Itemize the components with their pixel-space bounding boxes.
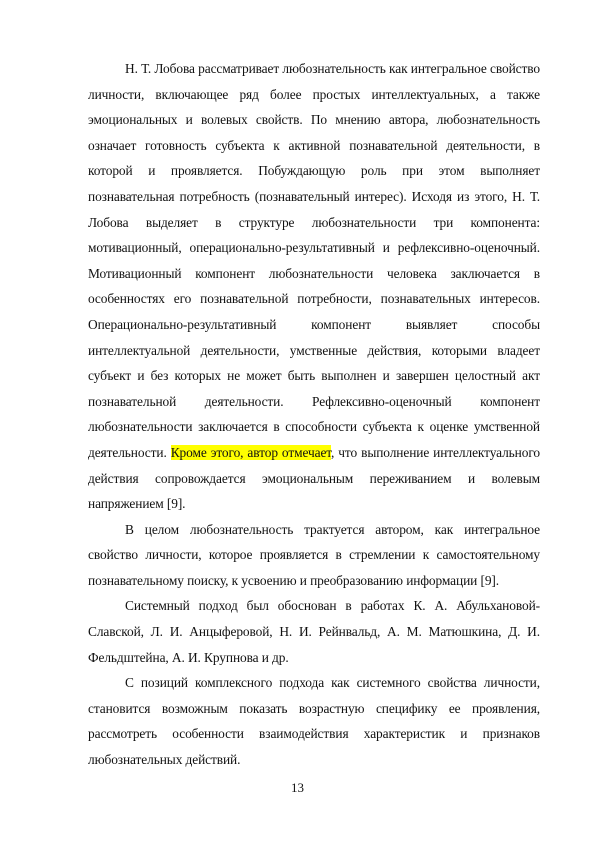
paragraph-1-text-before: Н. Т. Лобова рассматривает любознательность как интегральное свойство личности, включающее ряд более простых интеллектуальных, а также эмоциональных и волевых свойств. По мнению автора, любознательность означает готовность субъекта к активной познавательной деятельности, в которой и проявляется. Побуждающую роль при этом выполняет познавательная потребность (познавательный интерес). Исходя из этого, Н. Т. Лобова выделяет в структуре любознательности три компонента: мотивационный, операционально-результативный и рефлексивно-оценочный. Мотивационный компонент любознательности человека заключается в особенностях его познавательной потребности, познавательных интересов. Операционально-результативный компонент выявляет способы интеллектуальной деятельности, умственные действия, которыми владеет субъект и без которых не может быть выполнен и завершен целостный акт познавательной деятельности. Рефлексивно-оценочный компонент любознательности заключается в способности субъекта к оценке умственной деятельности. bbox=[88, 61, 540, 460]
paragraph-1 bbox=[88, 56, 540, 517]
highlighted-phrase: Кроме этого, автор отмечает bbox=[170, 444, 332, 460]
page-number: 13 bbox=[291, 780, 304, 795]
body-text bbox=[88, 56, 540, 773]
paragraph-2: В целом любознательность трактуется автором, как интегральное свойство личности, которое проявляется в стремлении к самостоятельному познавательному поиску, к усвоению и преобразованию информации [9]. bbox=[88, 521, 540, 588]
paragraph-4: С позиций комплексного подхода как системного свойства личности, становится возможным показать возрастную специфику ее проявления, рассмотреть особенности взаимодействия характеристик и признаков любознательных действий. bbox=[88, 675, 540, 768]
paragraph-1-text-after: , что выполнение интеллектуального действия сопровождается эмоциональным переживанием и волевым напряжением [9]. bbox=[88, 444, 540, 512]
paragraph-3: Системный подход был обоснован в работах К. А. Абульхановой-Славской, Л. И. Анцыферовой, Н. И. Рейнвальд, А. М. Матюшкина, Д. И. Фельдштейна, А. И. Крупнова и др. bbox=[88, 598, 540, 665]
